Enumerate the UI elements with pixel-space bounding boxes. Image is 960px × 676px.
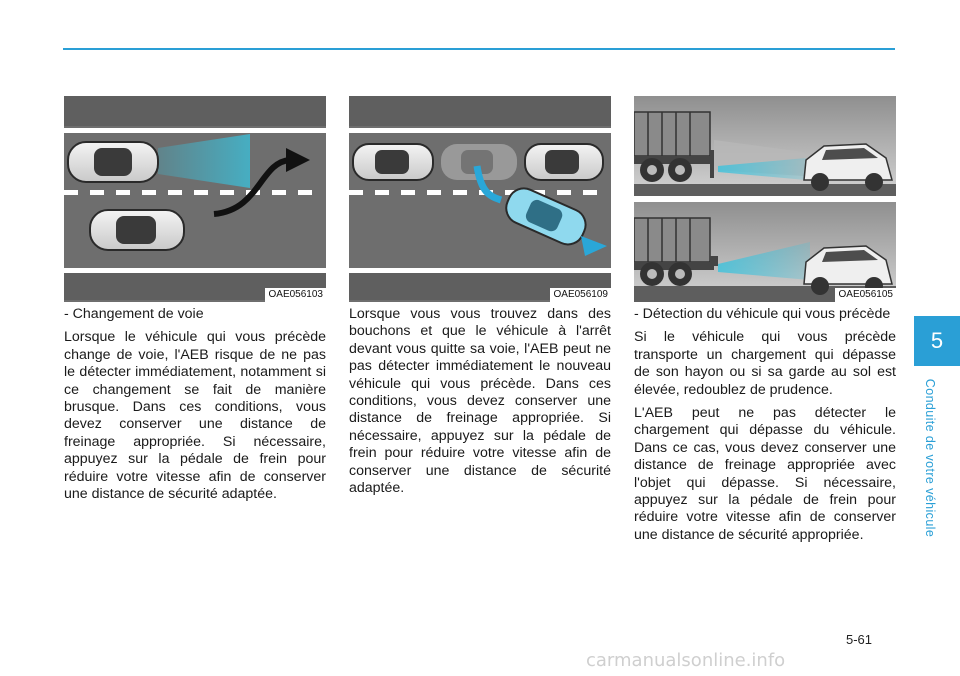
figure-code: OAE056103: [265, 288, 327, 302]
text-column-left: [64, 306, 326, 509]
chapter-title: [918, 372, 942, 544]
chapter-title-text: Conduite de votre véhicule: [923, 378, 938, 538]
list-item: - Détection du véhicule qui vous précède: [634, 306, 891, 322]
own-car-icon: [90, 210, 184, 250]
own-car-icon: [353, 144, 433, 180]
paragraph: Lorsque vous vous trouvez dans des bouchons et que le véhicule à l'arrêt devant vous quitte sa voie, l'AEB peut ne pas détecter immédiatement le nouveau véhicule qui vous précède. Dans ces conditions, vous devez conserver une distance de freinage appropriée. Si nécessaire, appuyez sur la pédale de frein pour réduire votre vitesse afin de conserver une distance de sécurité adaptée.: [349, 306, 611, 497]
paragraph: Lorsque le véhicule qui vous précède change de voie, l'AEB risque de ne pas le détecter immédiatement, notamment si ce changement se fait de manière brusque. Dans ces conditions, vous devez conserver une distance de freinage appropriée. Si nécessaire, appuyez sur la pédale de frein pour réduire votre vitesse afin de conserver une distance de sécurité adaptée.: [64, 329, 326, 503]
text-column-middle: [349, 306, 611, 503]
text-column-right: [634, 306, 896, 550]
car-ahead-icon: [68, 142, 158, 182]
traffic-jam-illustration: [349, 96, 611, 302]
paragraph: Si le véhicule qui vous précède transporte un chargement qui dépasse de son hayon ou si sa garde au sol est élevée, redoublez de prudence.: [634, 329, 896, 398]
figure-cargo: [634, 96, 896, 302]
figure-lane-change: [64, 96, 326, 302]
paragraph: L'AEB peut ne pas détecter le chargement qui dépasse du véhicule. Dans ce cas, vous devez conserver une distance de freinage appropriée avec l'objet qui dépasse. Si nécessaire, appuyez sur la pédale de frein pour réduire votre vitesse afin de conserver une distance de sécurité appropriée.: [634, 405, 896, 543]
list-item: - Changement de voie: [64, 306, 204, 322]
chapter-number-tab: 5: [914, 316, 960, 366]
watermark: carmanualsonline.info: [586, 650, 786, 671]
page-number: 5-61: [846, 632, 873, 647]
lane-change-illustration: [64, 96, 326, 302]
cargo-illustration: [634, 96, 896, 302]
figure-code: OAE056109: [550, 288, 612, 302]
header-rule: [63, 48, 895, 50]
figure-code: OAE056105: [835, 288, 897, 302]
car-front-icon: [525, 144, 603, 180]
figure-traffic-jam: [349, 96, 611, 302]
